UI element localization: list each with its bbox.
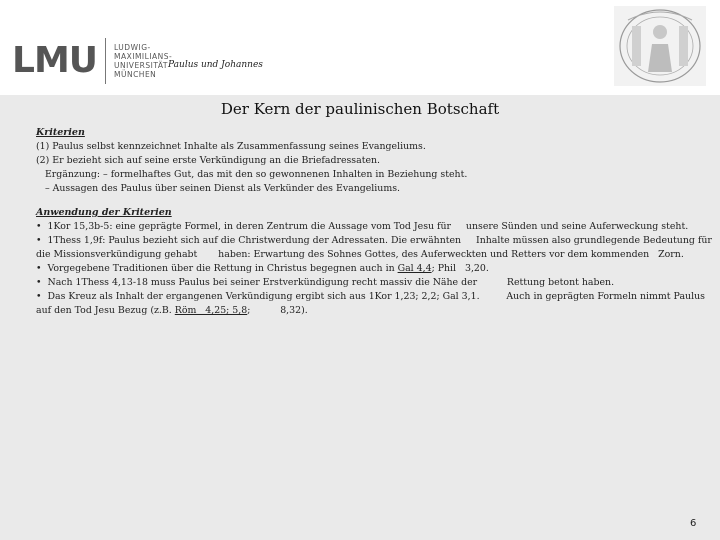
university-line: UNIVERSITÄT bbox=[114, 61, 168, 70]
university-line: MÜNCHEN bbox=[114, 70, 157, 79]
criteria-line: (1) Paulus selbst kennzeichnet Inhalte als Zusammenfassung seines Evangeliums. bbox=[36, 141, 426, 152]
application-line bbox=[36, 262, 696, 276]
page-number: 6 bbox=[690, 518, 697, 529]
bible-reference-link[interactable]: Röm 4,25; 5,8 bbox=[174, 305, 248, 316]
bible-reference-link[interactable]: Gal 4,4 bbox=[397, 263, 432, 274]
slide-header bbox=[0, 0, 720, 95]
criteria-line: – Aussagen des Paulus über seinen Dienst als Verkünder des Evangeliums. bbox=[36, 183, 401, 194]
slide-title: Der Kern der paulinischen Botschaft bbox=[220, 100, 500, 118]
application-line: • 1Kor 15,3b-5: eine geprägte Formel, in deren Zentrum die Aussage vom Tod Jesu für unsere Sünden und seine Auferweckung steht. bbox=[36, 221, 689, 232]
application-text: • Vorgegebene Traditionen über die Rettung in Christus begegnen auch in bbox=[36, 263, 398, 274]
university-seal-icon bbox=[614, 6, 706, 86]
section-heading-anwendung: Anwendung der Kriterien bbox=[36, 207, 172, 218]
logo-divider bbox=[105, 38, 106, 84]
slide-content bbox=[36, 126, 712, 318]
application-text: auf den Tod Jesu Bezug (z.B. bbox=[36, 305, 175, 316]
course-title: Paulus und Johannes bbox=[168, 60, 263, 70]
application-line bbox=[36, 304, 696, 318]
application-line: die Missionsverkündigung gehabt haben: Erwartung des Sohnes Gottes, des Auferweckten und Retters vor dem kommenden Zorn. bbox=[36, 249, 684, 260]
criteria-line: (2) Er bezieht sich auf seine erste Verkündigung an die Briefadressaten. bbox=[36, 155, 381, 166]
application-text: ; 8,32). bbox=[247, 305, 308, 316]
university-line: LUDWIG- bbox=[114, 43, 151, 52]
criteria-line: Ergänzung: – formelhaftes Gut, das mit den so gewonnenen Inhalten in Beziehung steht. bbox=[36, 169, 468, 180]
application-line: • Das Kreuz als Inhalt der ergangenen Verkündigung ergibt sich aus 1Kor 1,23; 2,2; Gal 3,1. Auch in geprägten Formeln nimmt Paulus bbox=[36, 291, 705, 302]
university-name bbox=[114, 43, 172, 79]
application-line: • 1Thess 1,9f: Paulus bezieht sich auf die Christwerdung der Adressaten. Die erwähnten Inhalte müssen also grundlegende Bedeutung für bbox=[36, 235, 712, 246]
section-heading-kriterien: Kriterien bbox=[36, 127, 85, 138]
application-text: ; Phil 3,20. bbox=[431, 263, 489, 274]
footer-band bbox=[0, 508, 720, 540]
lmu-logo bbox=[12, 38, 172, 84]
logo-text: LMU bbox=[12, 40, 97, 81]
application-line: • Nach 1Thess 4,13-18 muss Paulus bei seiner Erstverkündigung recht massiv die Nähe der Rettung betont haben. bbox=[36, 277, 615, 288]
university-line: MAXIMILIANS- bbox=[114, 52, 173, 61]
